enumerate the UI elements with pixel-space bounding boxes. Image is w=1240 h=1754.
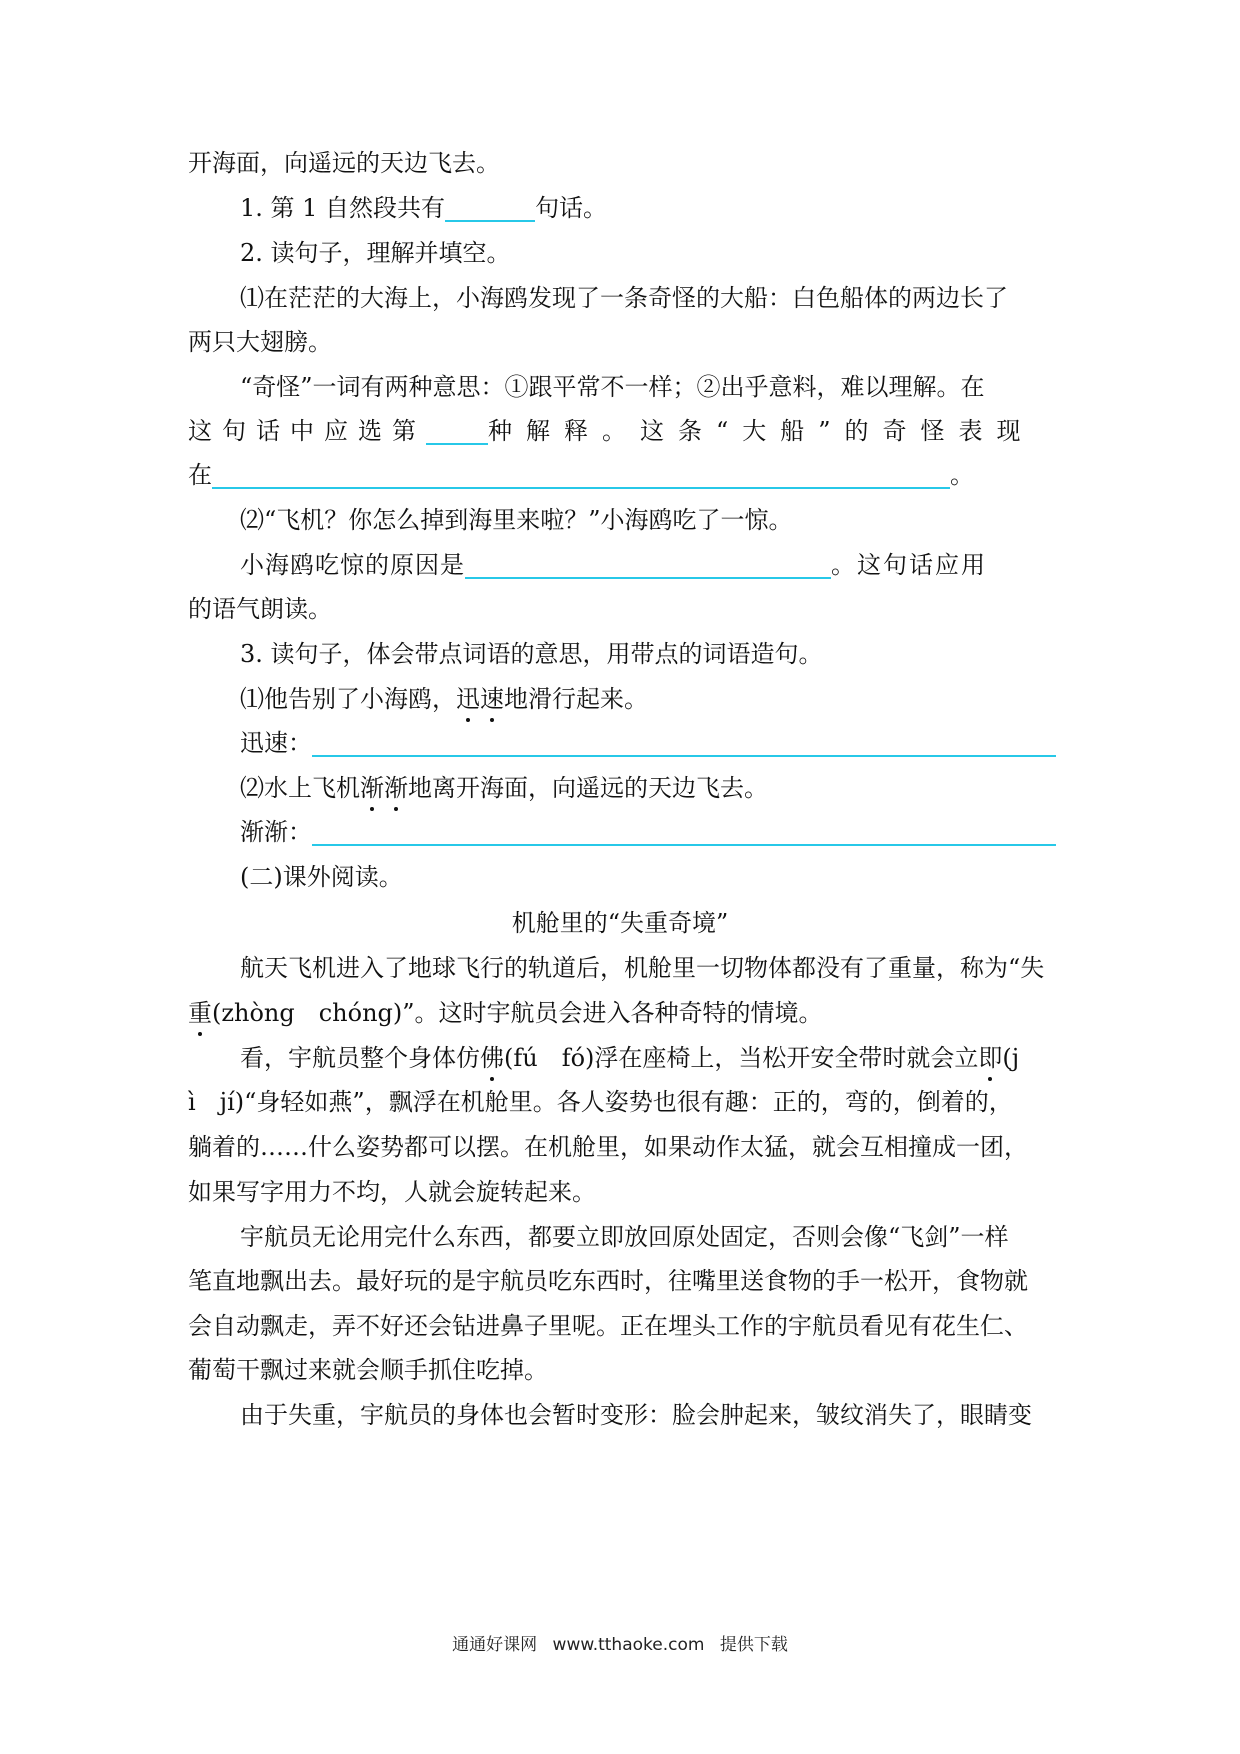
footer-action: 提供下载 [719,1635,788,1655]
emphasis-char: 渐 [384,771,408,805]
question-2-1-sentence: ⑴在茫茫的大海上，小海鸥发现了一条奇怪的大船：白色船体的两边长了 [240,284,1008,312]
answer-blank[interactable] [445,194,535,222]
article-line: 如果写字用力不均，人就会旋转起来。 [188,1178,596,1206]
answer-blank[interactable] [212,461,950,489]
question-2-1-explanation: “奇怪”一词有两种意思：①跟平常不一样；②出乎意料，难以理解。在 [240,373,985,401]
text-line: 的语气朗读。 [188,595,332,623]
question-2-1-answer: 在 。 [188,461,974,489]
article-line: 由于失重，宇航员的身体也会暂时变形：脸会肿起来，皱纹消失了，眼睛变 [240,1401,1032,1429]
page-footer [0,1630,1240,1655]
question-3-1-sentence: ⑴他告别了小海鸥，迅速地滑行起来。 [240,682,1058,716]
article-line: 葡萄干飘过来就会顺手抓住吃掉。 [188,1356,548,1384]
emphasis-char: 即 [978,1041,1002,1075]
article-line: ì jí)“身轻如燕”，飘浮在机舱里。各人姿势也很有趣：正的，弯的，倒着的， [188,1088,1013,1116]
answer-blank[interactable] [312,818,1056,846]
emphasis-char: 迅 [456,682,480,716]
text-line: 开海面，向遥远的天边飞去。 [188,149,500,177]
question-3-1-answer: 迅速： [240,726,1058,760]
section-heading: (二)课外阅读。 [240,863,403,891]
article-line: 会自动飘走，弄不好还会钻进鼻子里呢。正在埋头工作的宇航员看见有花生仁、 [188,1312,1028,1340]
footer-url[interactable]: www.tthaoke.com [552,1635,705,1655]
article-line: 笔直地飘出去。最好玩的是宇航员吃东西时，往嘴里送食物的手一松开，食物就 [188,1267,1028,1295]
article-line: 躺着的……什么姿势都可以摆。在机舱里，如果动作太猛，就会互相撞成一团， [188,1133,1028,1161]
emphasis-char: 速 [480,682,504,716]
text-line: 两只大翅膀。 [188,328,332,356]
question-3-2-answer: 渐渐： [240,815,1058,849]
emphasis-char: 渐 [360,771,384,805]
emphasis-char: 重 [188,996,212,1030]
question-2-2-answer: 小海鸥吃惊的原因是 。这句话应用 [240,551,987,579]
question-3-2-sentence: ⑵水上飞机渐渐地离开海面，向遥远的天边飞去。 [240,771,1058,805]
question-2-2-sentence: ⑵“飞机？你怎么掉到海里来啦？”小海鸥吃了一惊。 [240,506,793,534]
answer-blank[interactable] [312,729,1056,757]
question-2-1-choice: 这句话中应选第 种解释。这条“大船”的奇怪表现 [188,417,1035,445]
answer-blank[interactable] [426,417,488,445]
article-title: 机舱里的“失重奇境” [511,909,729,937]
question-2: 2. 读句子，理解并填空。 [240,239,511,267]
emphasis-char: 佛 [480,1041,504,1075]
article-line: 宇航员无论用完什么东西，都要立即放回原处固定，否则会像“飞剑”一样 [240,1223,1009,1251]
article-line: 看，宇航员整个身体仿佛(fú fó)浮在座椅上，当松开安全带时就会立即(j [240,1041,1058,1075]
article-line: 航天飞机进入了地球飞行的轨道后，机舱里一切物体都没有了重量，称为“失 [240,954,1045,982]
article-line: 重(zhòng chóng)”。这时宇航员会进入各种奇特的情境。 [188,996,1058,1030]
footer-site: 通通好课网 [452,1635,538,1655]
question-1: 1. 第 1 自然段共有 句话。 [240,194,608,222]
question-3: 3. 读句子，体会带点词语的意思，用带点的词语造句。 [240,640,823,668]
answer-blank[interactable] [465,551,831,579]
